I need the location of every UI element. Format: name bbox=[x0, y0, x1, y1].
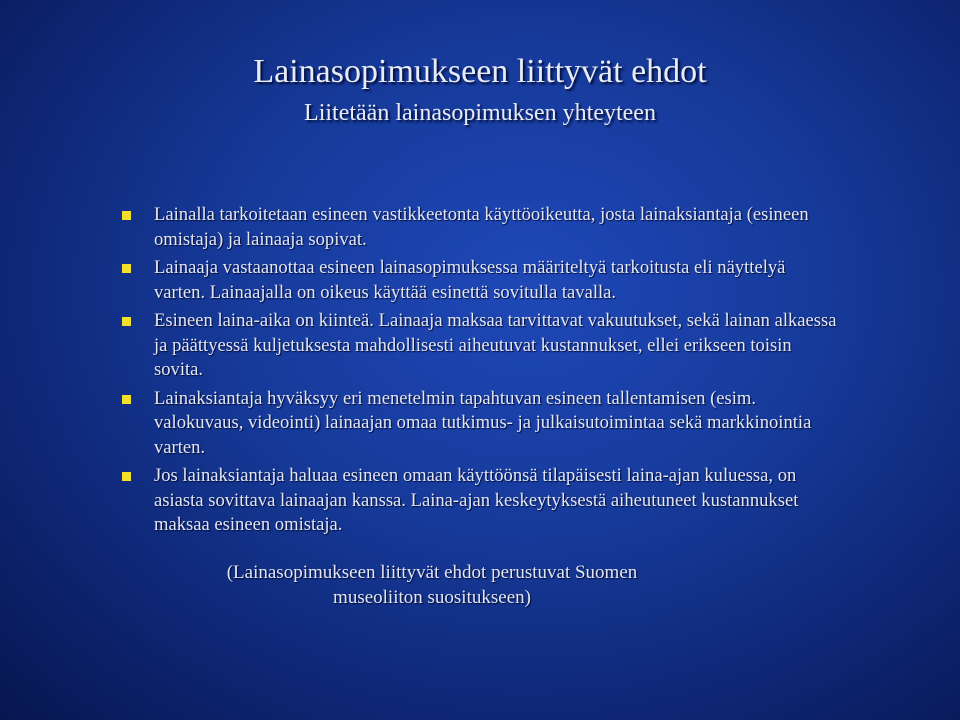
square-bullet-icon bbox=[122, 211, 131, 220]
footnote bbox=[120, 560, 744, 610]
bullet-text: Jos lainaksiantaja haluaa esineen omaan käyttöönsä tilapäisesti laina-ajan kuluessa, on asiasta sovittava lainaajan kanssa. Laina-ajan keskeytyksestä aiheutuneet kustannukset maksaa esineen omistaja. bbox=[154, 465, 799, 535]
bullet-list bbox=[118, 203, 838, 542]
bullet-text: Esineen laina-aika on kiinteä. Lainaaja maksaa tarvittavat vakuutukset, sekä lainan alkaessa ja päättyessä kuljetuksesta mahdollisesti aiheutuvat kustannukset, ellei erikseen toisin sovita. bbox=[154, 310, 837, 380]
footnote-line-1: (Lainasopimukseen liittyvät ehdot perustuvat Suomen bbox=[226, 562, 638, 583]
bullet-item bbox=[118, 203, 838, 252]
bullet-text: Lainalla tarkoitetaan esineen vastikkeetonta käyttöoikeutta, josta lainaksiantaja (esineen omistaja) ja lainaaja sopivat. bbox=[154, 204, 809, 250]
bullet-item bbox=[118, 464, 838, 538]
square-bullet-icon bbox=[122, 317, 131, 326]
square-bullet-icon bbox=[122, 472, 131, 481]
bullet-text: Lainaksiantaja hyväksyy eri menetelmin tapahtuvan esineen tallentamisen (esim. valokuvaus, videointi) lainaajan omaa tutkimus- ja julkaisutoimintaa sekä markkinointia varten. bbox=[154, 387, 812, 458]
slide-subtitle: Liitetään lainasopimuksen yhteyteen bbox=[304, 100, 656, 126]
bullet-item bbox=[118, 309, 838, 383]
square-bullet-icon bbox=[122, 264, 131, 273]
footnote-line-2: museoliiton suositukseen) bbox=[333, 587, 531, 608]
bullet-item bbox=[118, 387, 838, 461]
square-bullet-icon bbox=[122, 395, 131, 404]
bullet-item bbox=[118, 256, 838, 305]
bullet-text: Lainaaja vastaanottaa esineen lainasopimuksessa määriteltyä tarkoitusta eli näyttelyä varten. Lainaajalla on oikeus käyttää esinettä sovitulla tavalla. bbox=[154, 257, 786, 303]
slide-title: Lainasopimukseen liittyvät ehdot bbox=[253, 53, 707, 90]
